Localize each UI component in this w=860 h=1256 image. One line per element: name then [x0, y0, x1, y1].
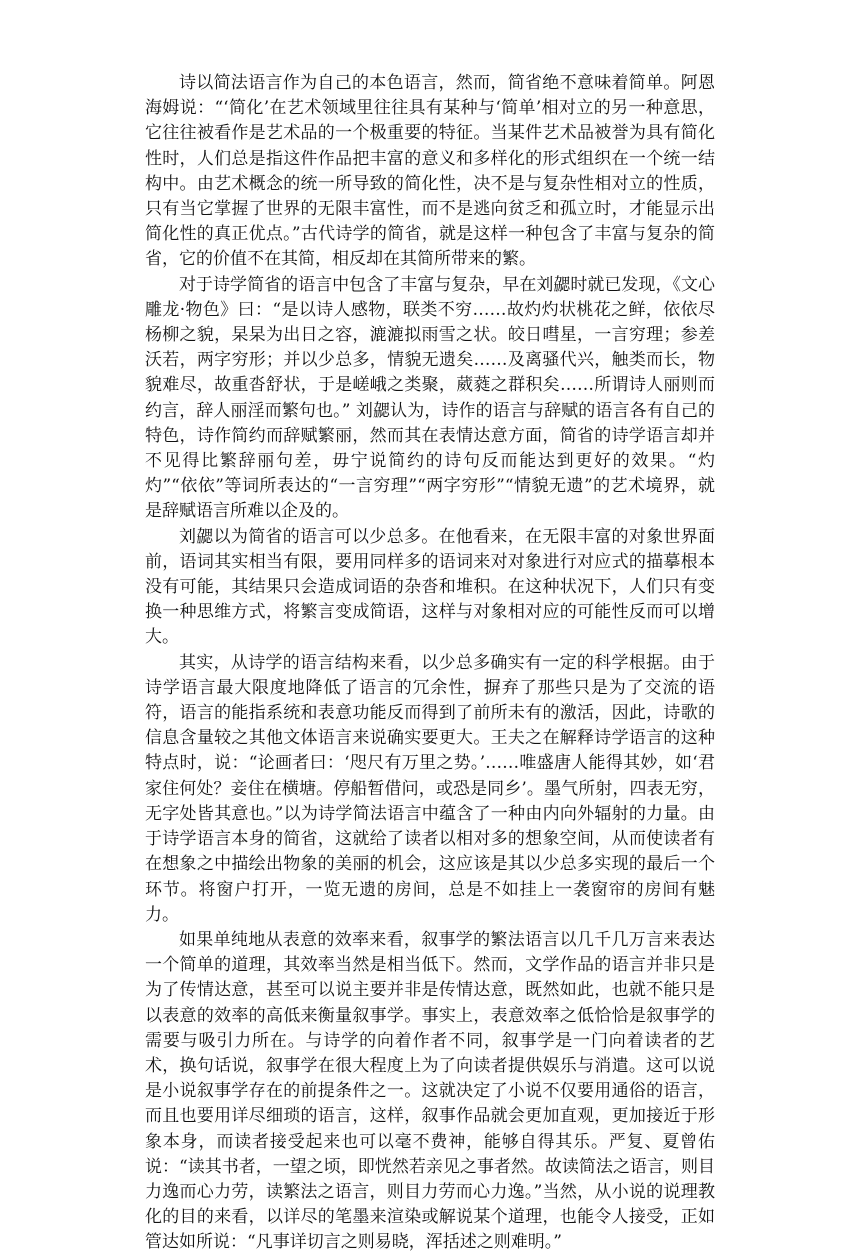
paragraph-5: 如果单纯地从表意的效率来看，叙事学的繁法语言以几千几万言来表达一个简单的道理，其效率当然是相当低下。然而，文学作品的语言并非只是为了传情达意，甚至可以说主要并非是传情达意，既然如此，也就不能只是以表意的效率的高低来衡量叙事学。事实上，表意效率之低恰恰是叙事学的需要与吸引力所在。与诗学的向着作者不同，叙事学是一门向着读者的艺术，换句话说，叙事学在很大程度上为了向读者提供娱乐与消遣。这可以说是小说叙事学存在的前提条件之一。这就决定了小说不仅要用通俗的语言，而且也要用详尽细琐的语言，这样，叙事作品就会更加直观，更加接近于形象本身，而读者接受起来也可以毫不费神，能够自得其乐。严复、夏曾佑说：“读其书者，一望之顷，即恍然若亲见之事者然。故读简法之语言，则目力逸而心力劳，读繁法之语言，则目力劳而心力逸。”当然，从小说的说理教化的目的来看，以详尽的笔墨来渲染或解说某个道理，也能令人接受，正如管达如所说：“凡事详切言之则易晓，浑括述之则难明。” — [145, 929, 715, 1253]
document-page — [145, 71, 715, 1256]
paragraph-1: 诗以简法语言作为自己的本色语言，然而，简省绝不意味着简单。阿恩海姆说：“‘简化’在艺术领域里往往具有某种与‘简单’相对立的另一种意思，它往往被看作是艺术品的一个极重要的特征。当某件艺术品被誉为具有简化性时，人们总是指这件作品把丰富的意义和多样化的形式组织在一个统一结构中。由艺术概念的统一所导致的简化性，决不是与复杂性相对立的性质，只有当它掌握了世界的无限丰富性，而不是逃向贫乏和孤立时，才能显示出简化性的真正优点。”古代诗学的简省，就是这样一种包含了丰富与复杂的简省，它的价值不在其简，相反却在其简所带来的繁。 — [145, 73, 715, 270]
paragraph-4: 其实，从诗学的语言结构来看，以少总多确实有一定的科学根据。由于诗学语言最大限度地降低了语言的冗余性，摒弃了那些只是为了交流的语符，语言的能指系统和表意功能反而得到了前所未有的激活，因此，诗歌的信息含量较之其他文体语言来说确实要更大。王夫之在解释诗学语言的这种特点时，说：“论画者曰：‘咫尺有万里之势。’……唯盛唐人能得其妙，如‘君家住何处？妾住在横塘。停船暂借问，或恐是同乡’。墨气所射，四表无穷，无字处皆其意也。”以为诗学简法语言中蕴含了一种由内向外辐射的力量。由于诗学语言本身的简省，这就给了读者以相对多的想象空间，从而使读者有在想象之中描绘出物象的美丽的机会，这应该是其以少总多实现的最后一个环节。将窗户打开，一览无遗的房间，总是不如挂上一袭窗帘的房间有魅力。 — [145, 652, 715, 925]
paragraph-2: 对于诗学简省的语言中包含了丰富与复杂，早在刘勰时就已发现，《文心雕龙·物色》曰：“是以诗人感物，联类不穷……故灼灼状桃花之鲜，依依尽杨柳之貌，杲杲为出日之容，漉漉拟雨雪之状。皎日嘒星，一言穷理；参差沃若，两字穷形；并以少总多，情貌无遗矣……及离骚代兴，触类而长，物貌难尽，故重沓舒状，于是嵯峨之类聚，葳蕤之群积矣……所谓诗人丽则而约言，辞人丽淫而繁句也。” 刘勰认为，诗作的语言与辞赋的语言各有自己的特色，诗作简约而辞赋繁丽，然而其在表情达意方面，简省的诗学语言却并不见得比繁辞丽句差，毋宁说简约的诗句反而能达到更好的效果。“灼灼”“依依”等词所表达的“一言穷理”“两字穷形”“情貌无遗”的艺术境界，就是辞赋语言所难以企及的。 — [145, 274, 715, 522]
paragraph-3: 刘勰以为简省的语言可以少总多。在他看来，在无限丰富的对象世界面前，语词其实相当有限，要用同样多的语词来对对象进行对应式的描摹根本没有可能，其结果只会造成词语的杂沓和堆积。在这种状况下，人们只有变换一种思维方式，将繁言变成简语，这样与对象相对应的可能性反而可以增大。 — [145, 526, 715, 648]
